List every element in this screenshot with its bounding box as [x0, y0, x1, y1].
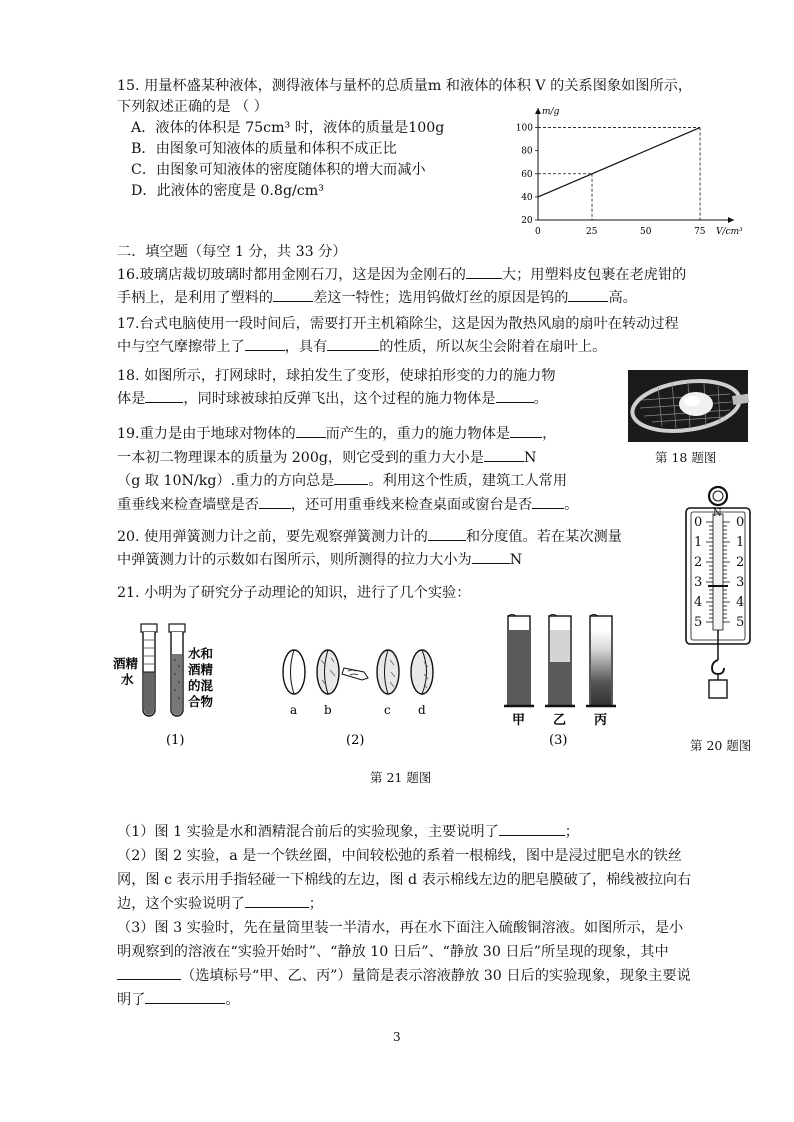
x-tick-label-3: 75 [694, 227, 706, 237]
scale-label-2: 2 [736, 555, 745, 570]
q21-blank-4[interactable] [145, 988, 225, 1004]
q15-stem-line-1: 15. 用量杯盛某种液体，测得液体与量杯的总质量m 和液体的体积 V 的关系图象如图所示， [117, 78, 693, 94]
scale-label-4: 4 [736, 595, 745, 610]
scale-label-1: 1 [694, 535, 703, 550]
q20-blank-1[interactable] [428, 525, 466, 541]
q15-stem-line-2: 下列叙述正确的是 （ ） [117, 99, 268, 115]
question-17: 17.台式电脑使用一段时间后，需要打开主机箱除尘，这是因为散热风扇的扇叶在转动过程 中与空气摩擦带上了 ，具有 的性质，所以灰尘会附着在扇叶上。 [117, 316, 679, 355]
q18-blank-2[interactable] [496, 387, 534, 403]
scale-label-4: 4 [694, 595, 703, 610]
section-2-title: 二．填空题（每空 1 分，共 33 分） [117, 244, 347, 260]
q17-blank-2[interactable] [327, 335, 379, 351]
cylinders-figure [494, 610, 634, 750]
q19-blank-1[interactable] [296, 422, 326, 438]
fig21-3-label-yi: 乙 [553, 713, 567, 728]
q16-blank-3[interactable] [568, 286, 608, 302]
q20-blank-2[interactable] [472, 548, 510, 564]
y-tick-label-1: 40 [521, 192, 533, 203]
q21-blank-1[interactable] [499, 820, 565, 836]
fig21-1-left-label-top: 酒精 [113, 656, 139, 671]
scale-label-5: 5 [736, 615, 745, 630]
fig-20-caption: 第 20 题图 [690, 738, 752, 753]
q21-blank-3[interactable] [117, 964, 181, 980]
fig21-1-right-label-3: 的混 [188, 678, 214, 693]
y-tick-label-4: 100 [515, 123, 533, 134]
fig21-1-right-label-2: 酒精 [188, 662, 214, 677]
fig-18-caption: 第 18 题图 [655, 450, 717, 465]
test-tubes-figure [112, 620, 252, 750]
q19-blank-5[interactable] [259, 493, 291, 509]
question-16: 16.玻璃店裁切玻璃时都用金刚石刀，这是因为金刚石的 大；用塑料皮包裹在老虎钳的 手柄上，是利用了塑料的 差这一特性；选用钨做灯丝的原因是钨的 高。 [117, 263, 757, 309]
x-tick-label-1: 25 [586, 227, 598, 237]
q21-blank-2[interactable] [245, 892, 309, 908]
q18-blank-1[interactable] [145, 387, 183, 403]
y-axis-arrow [535, 108, 541, 114]
fig21-2-number: (2) [346, 733, 365, 748]
mass-volume-chart [508, 104, 743, 244]
question-18: 18. 如图所示，打网球时，球拍发生了变形，使球拍形变的力的施力物 体是 ，同时球被球拍反弹飞出，这个过程的施力物体是 。 [117, 368, 556, 407]
scale-label-1: 1 [736, 535, 745, 550]
y-axis-label: m/g [542, 107, 560, 117]
y-tick-label-3: 80 [521, 146, 533, 157]
fig21-1-left-label-bottom: 水 [121, 672, 134, 687]
scale-label-0: 0 [694, 515, 703, 530]
fig21-2-letter-d: d [418, 703, 426, 717]
q15-option-a: A．液体的体积是 75cm³ 时，液体的质量是100g [131, 120, 445, 136]
question-20: 20. 使用弹簧测力计之前，要先观察弹簧测力计的 和分度值。若在某次测量 中弹簧测力计的示数如右图所示，则所测得的拉力大小为 N [117, 525, 757, 571]
scale-label-3: 3 [694, 575, 703, 590]
fig21-2-letter-b: b [324, 703, 332, 717]
scale-label-3: 3 [736, 575, 745, 590]
y-tick-label-2: 60 [521, 169, 533, 180]
mass-volume-line [538, 128, 700, 197]
q17-blank-1[interactable] [245, 335, 285, 351]
q19-blank-3[interactable] [484, 446, 524, 462]
x-axis-arrow [728, 217, 734, 223]
scale-label-0: 0 [736, 515, 745, 530]
y-tick-label-0: 20 [521, 216, 533, 226]
question-19: 19.重力是由于地球对物体的 而产生的，重力的施力物体是 ， 一本初二物理课本的质量为 200g，则它受到的重力大小是 N （g 取 10N/kg）.重力的方向总是 。利用这个性质，建筑工人常用 重垂线来检查墙壁是否 ，还可用重垂线来检查桌面或窗台是否 。 [117, 422, 757, 516]
fig21-3-label-bing: 丙 [594, 713, 608, 728]
q16-blank-2[interactable] [273, 286, 313, 302]
x-tick-label-2: 50 [640, 227, 652, 237]
fig21-3-number: (3) [549, 733, 568, 748]
q19-blank-6[interactable] [532, 493, 564, 509]
q15-option-b: B．由图象可知液体的质量和体积不成正比 [131, 141, 397, 157]
q19-blank-4[interactable] [334, 469, 368, 485]
fig21-1-number: (1) [166, 733, 185, 748]
scale-unit-mark: N [713, 508, 722, 519]
scale-label-2: 2 [694, 555, 703, 570]
fig21-1-right-label-4: 合物 [188, 694, 214, 709]
question-21-intro: 21. 小明为了研究分子动理论的知识，进行了几个实验： [117, 585, 471, 601]
page-number: 3 [393, 1030, 401, 1044]
q15-option-c: C．由图象可知液体的密度随体积的增大而减小 [131, 162, 426, 178]
x-axis-label: V/cm³ [716, 227, 743, 237]
fig21-2-letter-a: a [290, 703, 298, 717]
q19-blank-2[interactable] [510, 422, 542, 438]
x-tick-label-0: 0 [535, 227, 541, 237]
q15-option-d: D．此液体的密度是 0.8g/cm³ [131, 183, 324, 199]
fig21-2-letter-c: c [384, 703, 391, 717]
fig21-1-right-label-1: 水和 [188, 646, 214, 661]
q16-blank-1[interactable] [466, 263, 502, 279]
scale-label-5: 5 [694, 615, 703, 630]
soap-film-figure [276, 640, 446, 750]
fig21-3-label-jia: 甲 [512, 713, 526, 728]
question-21-parts: （1）图 1 实验是水和酒精混合前后的实验现象，主要说明了 ； （2）图 2 实验，a 是一个铁丝圈，中间较松弛的系着一根棉线，图中是浸过肥皂水的铁丝 网，图 c 表示用手指轻碰一下棉线的左边，图 d 表示棉线左边的肥皂膜破了，棉线被拉向右 边，这个实验说明了 ； （3）图 3 实验时，先在量筒里装一半清水，再在水下面注入硫酸铜溶液。如图所示，是小 明观察到的溶液在“实验开始时”、“静放 10 日后”、“静放 30 日后”所呈现的现象，其中 （选填标号“甲、乙、丙”）量筒是表示溶液静放 30 日后的实验现象，现象主要说 明了 。 [117, 820, 757, 1012]
fig-21-caption: 第 21 题图 [370, 770, 432, 785]
